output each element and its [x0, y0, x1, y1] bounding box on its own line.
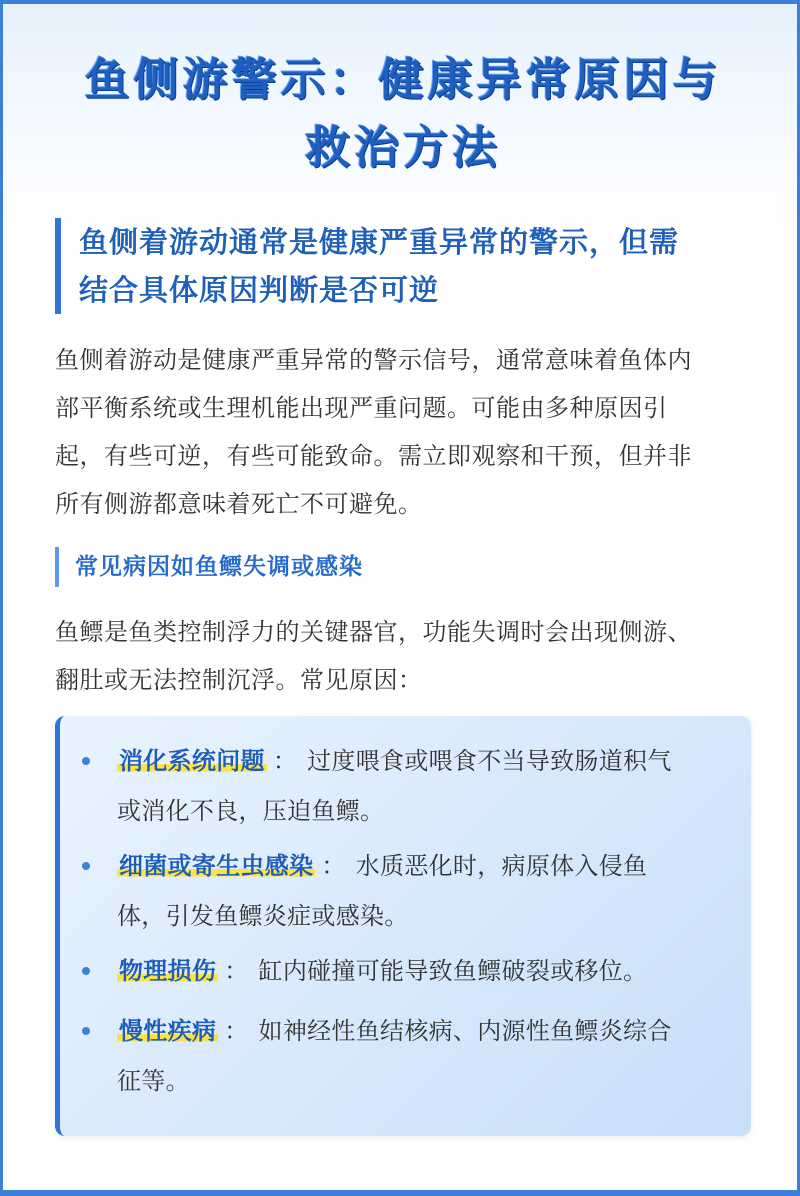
intro-line: 所有侧游都意味着死亡不可避免。 — [55, 490, 423, 518]
page-title — [43, 46, 763, 182]
cause-line: 或消化不良，压迫鱼鳔。 — [117, 797, 385, 825]
subtitle-line-2: 结合具体原因判断是否可逆 — [79, 273, 440, 307]
section-paragraph — [55, 608, 755, 704]
cause-colon: ： — [272, 747, 298, 775]
section-heading: 常见病因如鱼鳔失调或感染 — [55, 547, 363, 587]
title-line-2: 救治方法 — [304, 121, 501, 174]
cause-line — [117, 841, 737, 891]
bullet-dot-icon — [82, 1027, 90, 1035]
subtitle-line-1: 鱼侧着游动通常是健康严重异常的警示，但需 — [79, 225, 680, 259]
intro-line: 鱼侧着游动是健康严重异常的警示信号，通常意味着鱼体内 — [55, 346, 692, 374]
cause-line — [117, 1006, 737, 1056]
cause-text — [117, 841, 737, 941]
cause-text — [117, 946, 737, 996]
cause-colon: ： — [224, 1017, 249, 1045]
causes-card — [55, 716, 751, 1136]
cause-term: 慢性疾病 — [119, 1017, 217, 1045]
cause-term: 细菌或寄生虫感染 — [119, 852, 314, 880]
intro-line: 起，有些可逆，有些可能致命。需立即观察和干预，但并非 — [55, 442, 692, 470]
cause-line — [117, 946, 737, 996]
cause-line: 征等。 — [117, 1067, 190, 1095]
bullet-dot-icon — [82, 967, 90, 975]
section-line: 翻肚或无法控制沉浮。常见原因： — [55, 666, 423, 694]
cause-line — [117, 736, 737, 786]
cause-term: 消化系统问题 — [119, 747, 265, 775]
bullet-dot-icon — [82, 862, 90, 870]
cause-description: 水质恶化时，病原体入侵鱼 — [355, 852, 648, 880]
cause-description: 如神经性鱼结核病、内源性鱼鳔炎综合 — [258, 1017, 672, 1045]
bullet-dot-icon — [82, 757, 90, 765]
cause-colon: ： — [321, 852, 346, 880]
cause-text — [117, 1006, 737, 1106]
cause-description: 缸内碰撞可能导致鱼鳔破裂或移位。 — [258, 957, 648, 985]
intro-paragraph — [55, 336, 755, 528]
intro-line: 部平衡系统或生理机能出现严重问题。可能由多种原因引 — [55, 394, 668, 422]
cause-line: 体，引发鱼鳔炎症或感染。 — [117, 902, 409, 930]
section-line: 鱼鳔是鱼类控制浮力的关键器官，功能失调时会出现侧游、 — [55, 618, 692, 646]
title-line-1: 鱼侧游警示：健康异常原因与 — [84, 53, 722, 106]
cause-colon: ： — [224, 957, 249, 985]
cause-term: 物理损伤 — [119, 957, 217, 985]
subtitle-block — [55, 218, 755, 314]
cause-description: 过度喂食或喂食不当导致肠道积气 — [307, 747, 672, 775]
cause-text — [117, 736, 737, 836]
